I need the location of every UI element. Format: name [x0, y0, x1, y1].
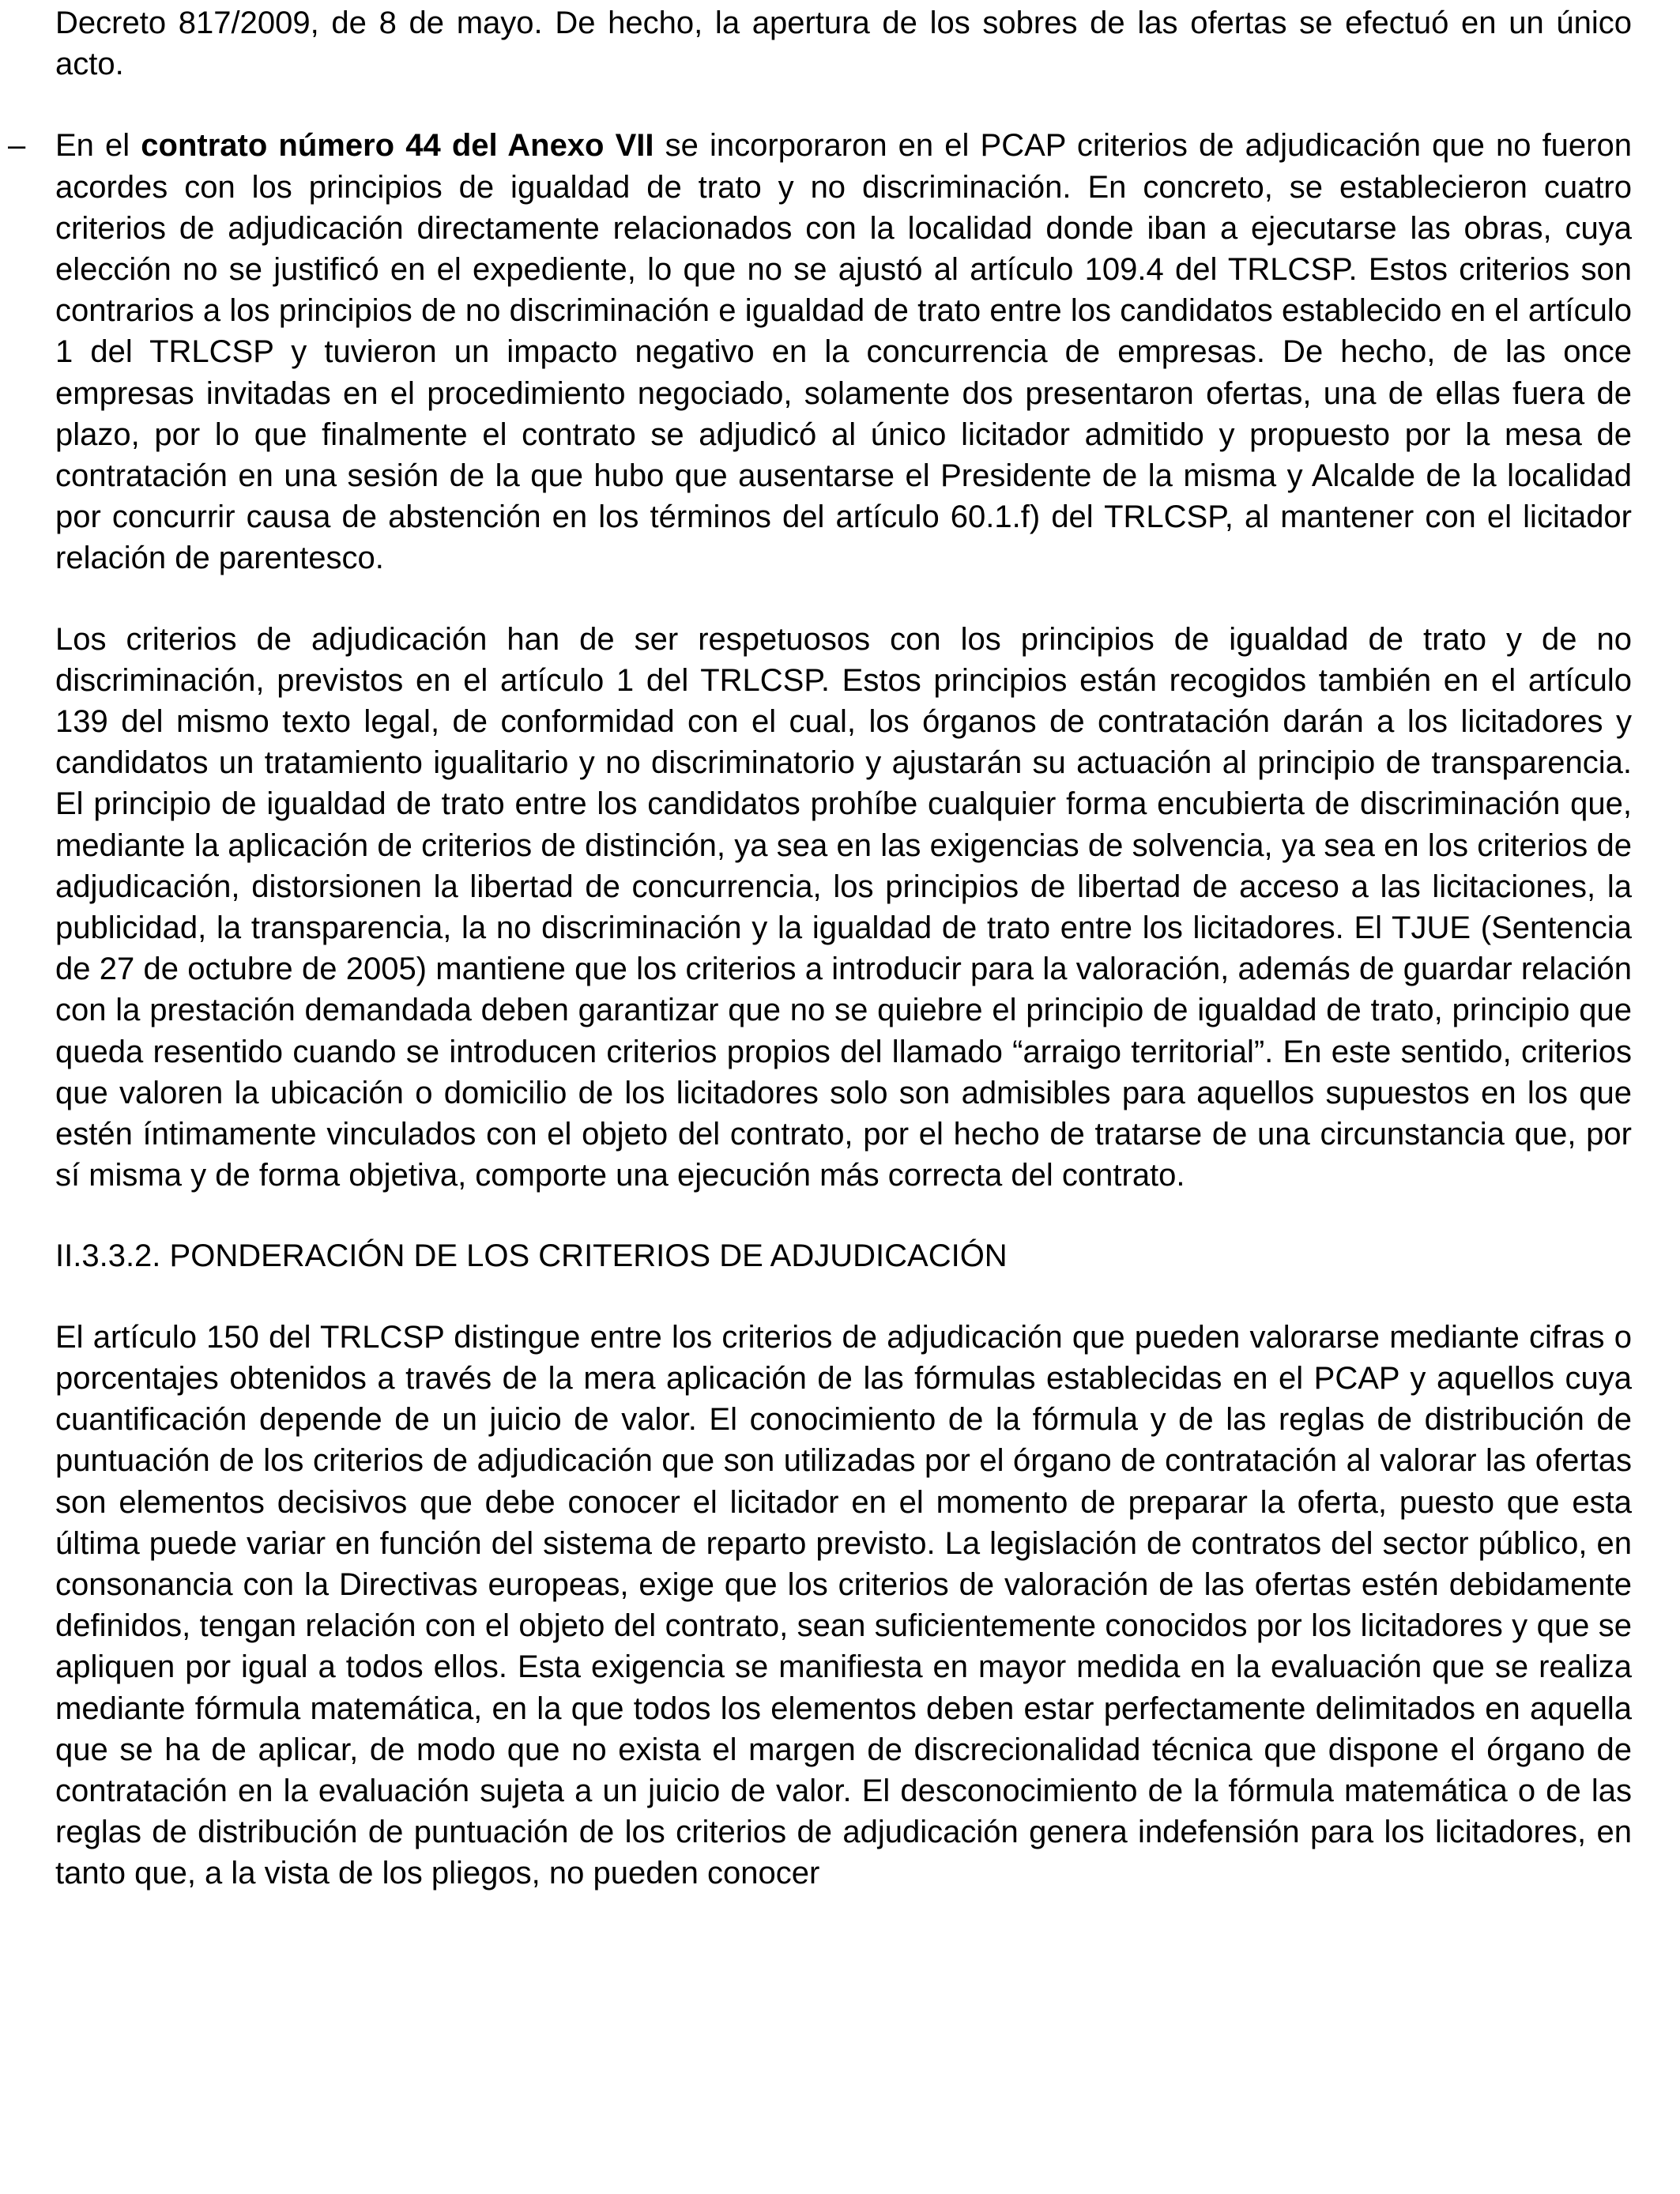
section-heading: II.3.3.2. PONDERACIÓN DE LOS CRITERIOS DE ADJUDICACIÓN [55, 1238, 1008, 1274]
bold-contract-reference: contrato número 44 del Anexo VII [141, 128, 654, 164]
bullet-text-rest: se incorporaron en el PCAP criterios de adjudicación que no fueron acordes con los principios de igualdad de trato y no discriminación. En concreto, se establecieron cuatro criterios de adjudicación directamente relacionados con la localidad donde iban a ejecutarse las obras, cuya elección no se justificó en el expediente, lo que no se ajustó al artículo 109.4 del TRLCSP. Estos criterios son contrarios a los principios de no discriminación e igualdad de trato entre los candidatos establecido en el artículo 1 del TRLCSP y tuvieron un impacto negativo en la concurrencia de empresas. De hecho, de las once empresas invitadas en el procedimiento negociado, solamente dos presentaron ofertas, una de ellas fuera de plazo, por lo que finalmente el contrato se adjudicó al único licitador admitido y propuesto por la mesa de contratación en una sesión de la que hubo que ausentarse el Presidente de la misma y Alcalde de la localidad por concurrir causa de abstención en los términos del artículo 60.1.f) del TRLCSP, al mantener con el licitador relación de parentesco. [55, 128, 1632, 576]
paragraph-criterios-igualdad: Los criterios de adjudicación han de ser respetuosos con los principios de igualdad de trato y de no discriminación, previstos en el artículo 1 del TRLCSP. Estos principios están recogidos también en el artículo 139 del mismo texto legal, de conformidad con el cual, los órganos de contratación darán a los licitadores y candidatos un tratamiento igualitario y no discriminatorio y ajustarán su actuación al principio de transparencia. El principio de igualdad de trato entre los candidatos prohíbe cualquier forma encubierta de discriminación que, mediante la aplicación de criterios de distinción, ya sea en las exigencias de solvencia, ya sea en los criterios de adjudicación, distorsionen la libertad de concurrencia, los principios de libertad de acceso a las licitaciones, la publicidad, la transparencia, la no discriminación y la igualdad de trato entre los licitadores. El TJUE (Sentencia de 27 de octubre de 2005) mantiene que los criterios a introducir para la valoración, además de guardar relación con la prestación demandada deben garantizar que no se quiebre el principio de igualdad de trato, principio que queda resentido cuando se introducen criterios propios del llamado “arraigo territorial”. En este sentido, criterios que valoren la ubicación o domicilio de los licitadores solo son admisibles para aquellos supuestos en los que estén íntimamente vinculados con el objeto del contrato, por el hecho de tratarse de una circunstancia que, por sí misma y de forma objetiva, comporte una ejecución más correcta del contrato. [55, 621, 1632, 1193]
paragraph-articulo-150: El artículo 150 del TRLCSP distingue entre los criterios de adjudicación que pueden valorarse mediante cifras o porcentajes obtenidos a través de la mera aplicación de las fórmulas establecidas en el PCAP y aquellos cuya cuantificación depende de un juicio de valor. El conocimiento de la fórmula y de las reglas de distribución de puntuación de los criterios de adjudicación que son utilizadas por el órgano de contratación al valorar las ofertas son elementos decisivos que debe conocer el licitador en el momento de preparar la oferta, puesto que esta última puede variar en función del sistema de reparto previsto. La legislación de contratos del sector público, en consonancia con la Directivas europeas, exige que los criterios de valoración de las ofertas estén debidamente definidos, tengan relación con el objeto del contrato, sean suficientemente conocidos por los licitadores y que se apliquen por igual a todos ellos. Esta exigencia se manifiesta en mayor medida en la evaluación que se realiza mediante fórmula matemática, en la que todos los elementos deben estar perfectamente delimitados en aquella que se ha de aplicar, de modo que no exista el margen de discrecionalidad técnica que dispone el órgano de contratación en la evaluación sujeta a un juicio de valor. El desconocimiento de la fórmula matemática o de las reglas de distribución de puntuación de los criterios de adjudicación genera indefensión para los licitadores, en tanto que, a la vista de los pliegos, no pueden conocer [55, 1319, 1632, 1891]
paragraph-decreto-continuation: Decreto 817/2009, de 8 de mayo. De hecho, la apertura de los sobres de las ofertas se efectuó en un único acto. [55, 6, 1632, 82]
document-page [8, 0, 1632, 1894]
bullet-paragraph-contrato-44 [8, 125, 1632, 579]
dash-bullet: – [8, 128, 26, 164]
bullet-text-start: En el [55, 128, 141, 164]
